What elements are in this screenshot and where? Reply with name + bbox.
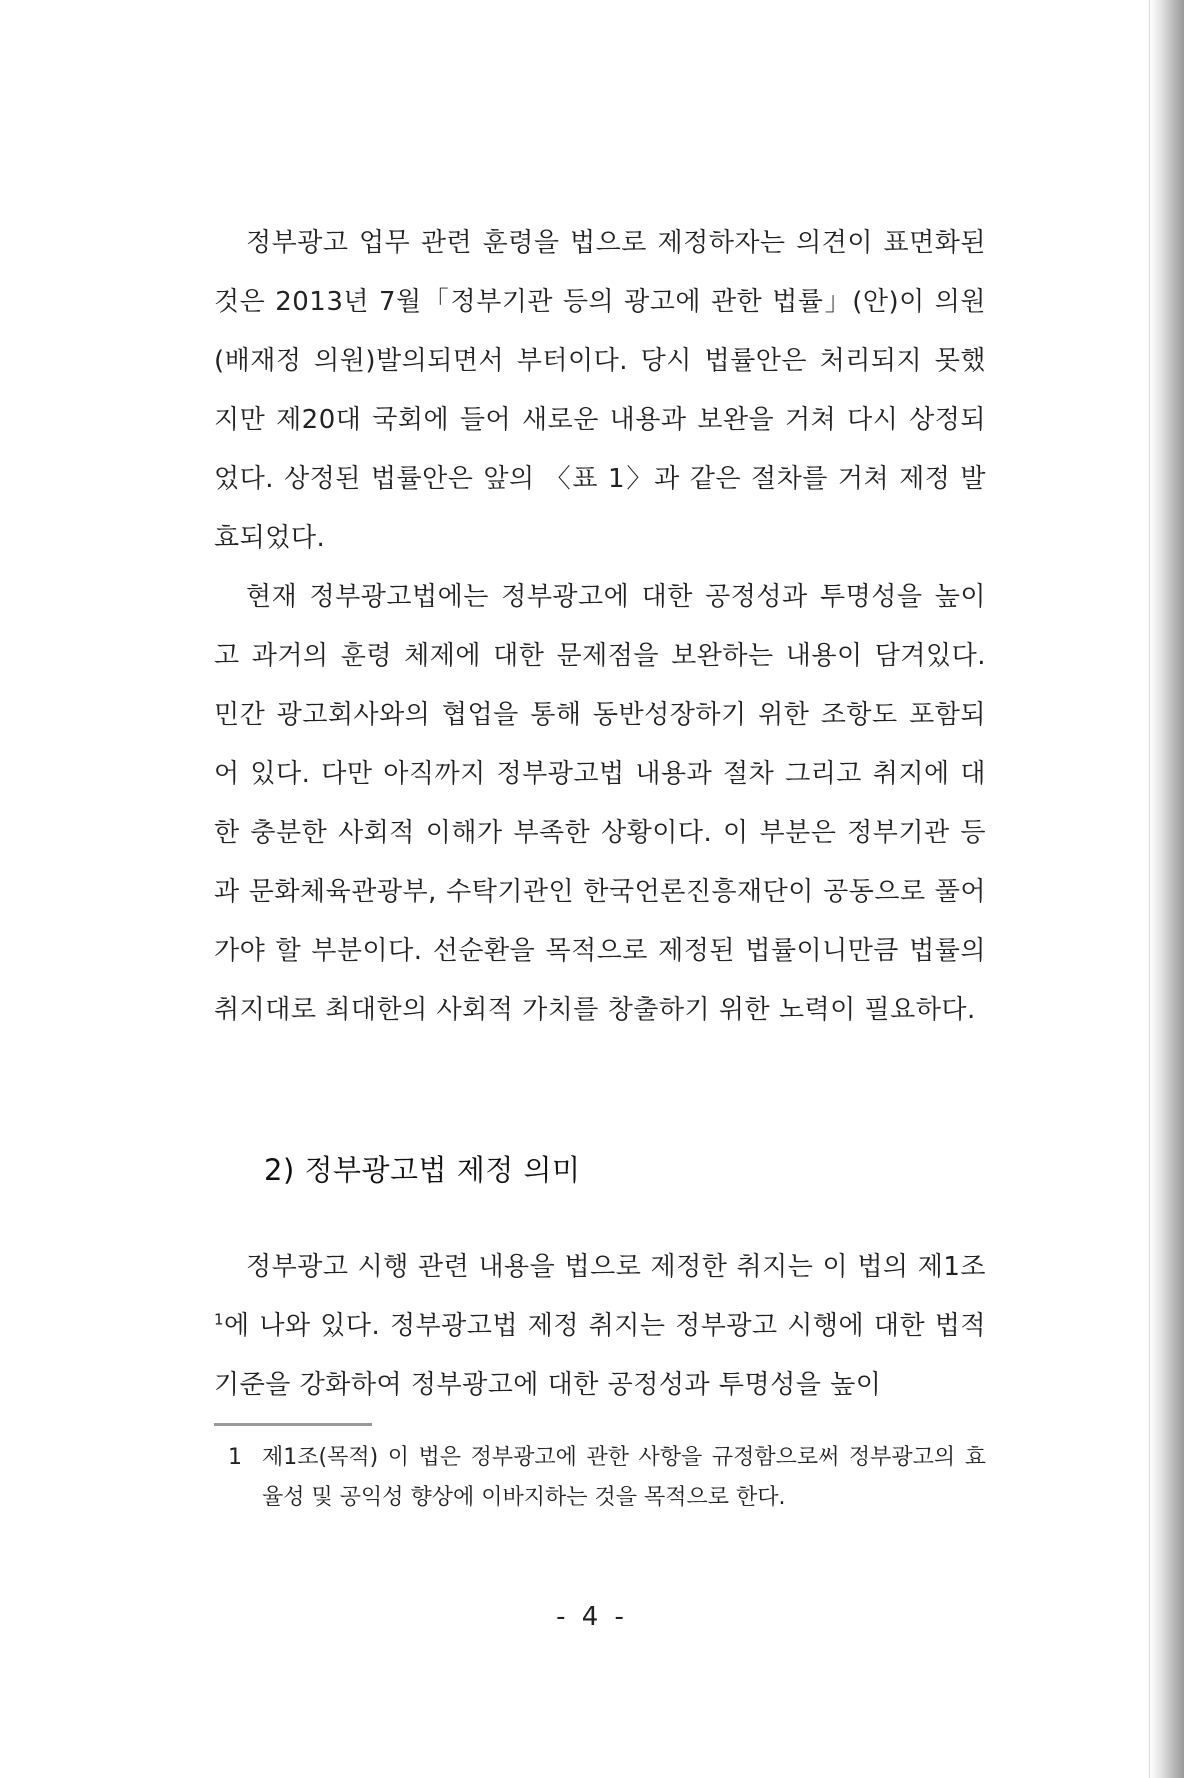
- paragraph-current-law: 현재 정부광고법에는 정부광고에 대한 공정성과 투명성을 높이고 과거의 훈령 체제에 대한 문제점을 보완하는 내용이 담겨있다. 민간 광고회사와의 협업을 통해 동반성장하기 위한 조항도 포함되어 있다. 다만 아직까지 정부광고법 내용과 절차 그리고 취지에 대한 충분한 사회적 이해가 부족한 상황이다. 이 부분은 정부기관 등과 문화체육관광부, 수탁기관인 한국언론진흥재단이 공동으로 풀어가야 할 부분이다. 선순환을 목적으로 제정된 법률이니만큼 법률의 취지대로 최대한의 사회적 가치를 창출하기 위한 노력이 필요하다.: [214, 582, 986, 1025]
- footnote: [228, 1438, 986, 1518]
- page-edge-shadow: [1150, 0, 1184, 1778]
- paragraph-law-purpose: [214, 1238, 986, 1415]
- paragraph-text-part-1: 정부광고 시행 관련 내용을 법으로 제정한 취지는 이 법의 제1조: [246, 1252, 986, 1282]
- footnote-text: 제1조(목적) 이 법은 정부광고에 관한 사항을 규정함으로써 정부광고의 효율성 및 공익성 향상에 이바지하는 것을 목적으로 한다.: [262, 1445, 986, 1510]
- paragraph-law-history: 정부광고 업무 관련 훈령을 법으로 제정하자는 의견이 표면화된 것은 2013년 7월「정부기관 등의 광고에 관한 법률」(안)이 의원(배재정 의원)발의되면서 부터이다. 당시 법률안은 처리되지 못했지만 제20대 국회에 들어 새로운 내용과 보완을 거쳐 다시 상정되었다. 상정된 법률안은 앞의 〈표 1〉과 같은 절차를 거쳐 제정 발효되었다.: [214, 228, 986, 553]
- paragraph-text-part-2: 에 나와 있다. 정부광고법 제정 취지는 정부광고 시행에 대한 법적 기준을 강화하여 정부광고에 대한 공정성과 투명성을 높이: [214, 1311, 986, 1400]
- footnote-number: 1: [228, 1445, 242, 1470]
- page-number: - 4 -: [556, 1602, 628, 1632]
- body-section-upper: [214, 214, 986, 1040]
- section-heading: 2) 정부광고법 제정 의미: [264, 1153, 581, 1187]
- body-section-lower: [214, 1238, 986, 1415]
- footnote-divider: [214, 1423, 372, 1426]
- footnote-reference[interactable]: 1: [214, 1310, 225, 1329]
